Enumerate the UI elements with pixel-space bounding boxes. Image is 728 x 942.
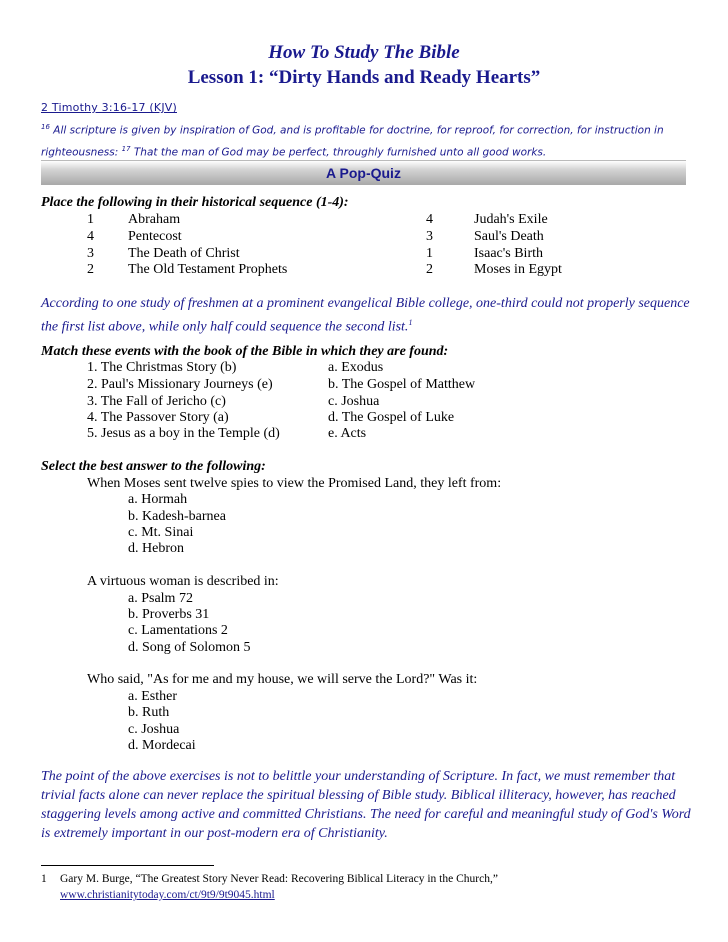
question-text: Who said, "As for me and my house, we will serve the Lord?" Was it: [87, 672, 478, 687]
footnote-text: Gary M. Burge, “The Greatest Story Never Read: Recovering Biblical Literacy in the Church,” [60, 873, 498, 885]
sequence-number: 4 [426, 212, 433, 227]
footnote-number: 1 [41, 873, 47, 885]
footnote-reference: 1 [408, 318, 413, 327]
study-note-text: According to one study of freshmen at a prominent evangelical Bible college, one-third could not properly sequence the first list above, while only half could sequence the second list. [41, 296, 690, 335]
sequence-event: Moses in Egypt [474, 262, 562, 277]
sequence-number: 3 [426, 229, 433, 244]
question-text: When Moses sent twelve spies to view the Promised Land, they left from: [87, 476, 502, 491]
answer-option: c. Lamentations 2 [128, 623, 228, 638]
answer-option: a. Esther [128, 689, 177, 704]
sequence-heading: Place the following in their historical sequence (1-4): [41, 195, 349, 210]
verse-number: 16 [41, 123, 50, 131]
study-note [41, 294, 691, 337]
answer-option: d. Hebron [128, 541, 184, 556]
sequence-event: Saul's Death [474, 229, 544, 244]
verse-text: All scripture is given by inspiration of God, and is profitable for doctrine, for reproof, for correction, for instruction in righteousness: [41, 124, 664, 158]
matching-book: e. Acts [328, 426, 367, 441]
matching-book: c. Joshua [328, 394, 380, 409]
scripture-reference: 2 Timothy 3:16-17 (KJV) [41, 101, 177, 114]
answer-option: d. Song of Solomon 5 [128, 640, 251, 655]
answer-option: a. Hormah [128, 492, 188, 507]
sequence-event: The Death of Christ [128, 246, 240, 261]
sequence-event: Abraham [128, 212, 181, 227]
question-text: A virtuous woman is described in: [87, 574, 279, 589]
verse-number: 17 [121, 144, 131, 153]
answer-option: c. Mt. Sinai [128, 525, 194, 540]
matching-book: d. The Gospel of Luke [328, 410, 455, 425]
sequence-event: Pentecost [128, 229, 182, 244]
scripture-text [41, 118, 691, 161]
matching-heading: Match these events with the book of the Bible in which they are found: [41, 344, 449, 359]
answer-option: b. Proverbs 31 [128, 607, 210, 622]
sequence-number: 2 [426, 262, 433, 277]
footnote-link[interactable]: www.christianitytoday.com/ct/9t9/9t9045.html [60, 889, 275, 901]
lesson-title: Lesson 1: “Dirty Hands and Ready Hearts” [187, 67, 541, 88]
closing-paragraph: The point of the above exercises is not to belittle your understanding of Scripture. In fact, we must remember that trivial facts alone can never replace the spiritual blessing of Bible study. Biblical illiteracy, however, has reached staggering levels among active and committed Christians. The need for careful and meaningful study of God's Word is extremely important in our post-modern era of Christianity. [41, 769, 691, 841]
answer-option: d. Mordecai [128, 738, 196, 753]
document-title: How To Study The Bible [268, 42, 460, 63]
sequence-number: 1 [87, 212, 94, 227]
sequence-event: Judah's Exile [474, 212, 548, 227]
banner-label: A Pop-Quiz [326, 165, 401, 181]
answer-option: b. Kadesh-barnea [128, 509, 226, 524]
matching-book: a. Exodus [328, 360, 384, 375]
answer-option: c. Joshua [128, 722, 180, 737]
matching-event: 4. The Passover Story (a) [87, 410, 229, 425]
matching-event: 1. The Christmas Story (b) [87, 360, 237, 375]
sequence-number: 2 [87, 262, 94, 277]
matching-event: 5. Jesus as a boy in the Temple (d) [87, 426, 280, 441]
answer-option: b. Ruth [128, 705, 170, 720]
answer-option: a. Psalm 72 [128, 591, 193, 606]
multiple-choice-heading: Select the best answer to the following: [41, 459, 266, 474]
sequence-number: 1 [426, 246, 433, 261]
verse-text: That the man of God may be perfect, throughly furnished unto all good works. [130, 146, 547, 158]
matching-event: 3. The Fall of Jericho (c) [87, 394, 226, 409]
quiz-banner [41, 160, 686, 185]
sequence-event: The Old Testament Prophets [128, 262, 288, 277]
footnote-divider [41, 865, 214, 866]
sequence-event: Isaac's Birth [474, 246, 544, 261]
matching-event: 2. Paul's Missionary Journeys (e) [87, 377, 273, 392]
sequence-number: 4 [87, 229, 94, 244]
matching-book: b. The Gospel of Matthew [328, 377, 476, 392]
sequence-number: 3 [87, 246, 94, 261]
